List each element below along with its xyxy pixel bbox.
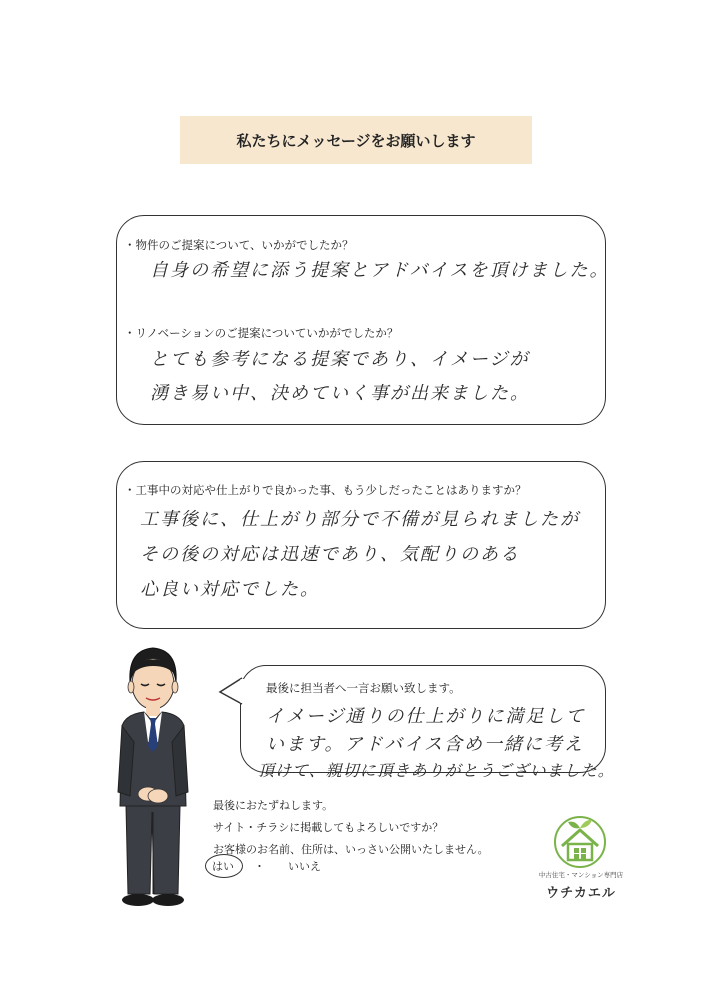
answer-renovation-line-1: とても参考になる提案であり、イメージが (150, 349, 530, 370)
question-construction: ・工事中の対応や仕上がりで良かった事、もう少しだったことはありますか？ (124, 483, 527, 497)
footer-line-1: 最後におたずねします。 (213, 799, 334, 812)
answer-construction-line-3: 心良い対応でした。 (140, 579, 320, 600)
final-message-line-3: 頂けて、親切に頂きありがとうございました。 (258, 761, 615, 780)
house-logo-icon (552, 814, 608, 868)
bubble-tail (218, 676, 244, 706)
question-property: ・物件のご提案について、いかがでしたか？ (124, 238, 354, 252)
answer-property-line-1: 自身の希望に添う提案とアドバイスを頂けました。 (150, 260, 610, 281)
page-title (180, 116, 532, 164)
logo-name: ウチカエル (546, 886, 616, 901)
page-title-text: 私たちにメッセージをお願いします (236, 131, 476, 150)
footer-line-3: お客様のお名前、住所は、いっさい公開いたしません。 (213, 843, 489, 856)
footer-line-2: サイト・チラシに掲載してもよろしいですか？ (213, 821, 444, 834)
choice-no: いいえ (288, 860, 321, 873)
final-message-prompt: 最後に担当者へ一言お願い致します。 (266, 681, 461, 695)
logo-subtitle: 中古住宅・マンション専門店 (538, 871, 624, 879)
answer-construction-line-1: 工事後に、仕上がり部分で不備が見られましたが (140, 509, 580, 530)
choice-yes: はい (212, 860, 234, 873)
question-renovation: ・リノベーションのご提案についていかがでしたか？ (124, 326, 399, 340)
answer-renovation-line-2: 湧き易い中、決めていく事が出来ました。 (150, 383, 530, 404)
final-message-line-1: イメージ通りの仕上がりに満足して (266, 706, 586, 727)
answer-construction-line-2: その後の対応は迅速であり、気配りのある (140, 544, 520, 565)
final-message-line-2: います。アドバイス含め一緒に考え (266, 734, 585, 755)
choice-separator: ・ (254, 860, 265, 873)
staff-illustration (108, 642, 198, 910)
